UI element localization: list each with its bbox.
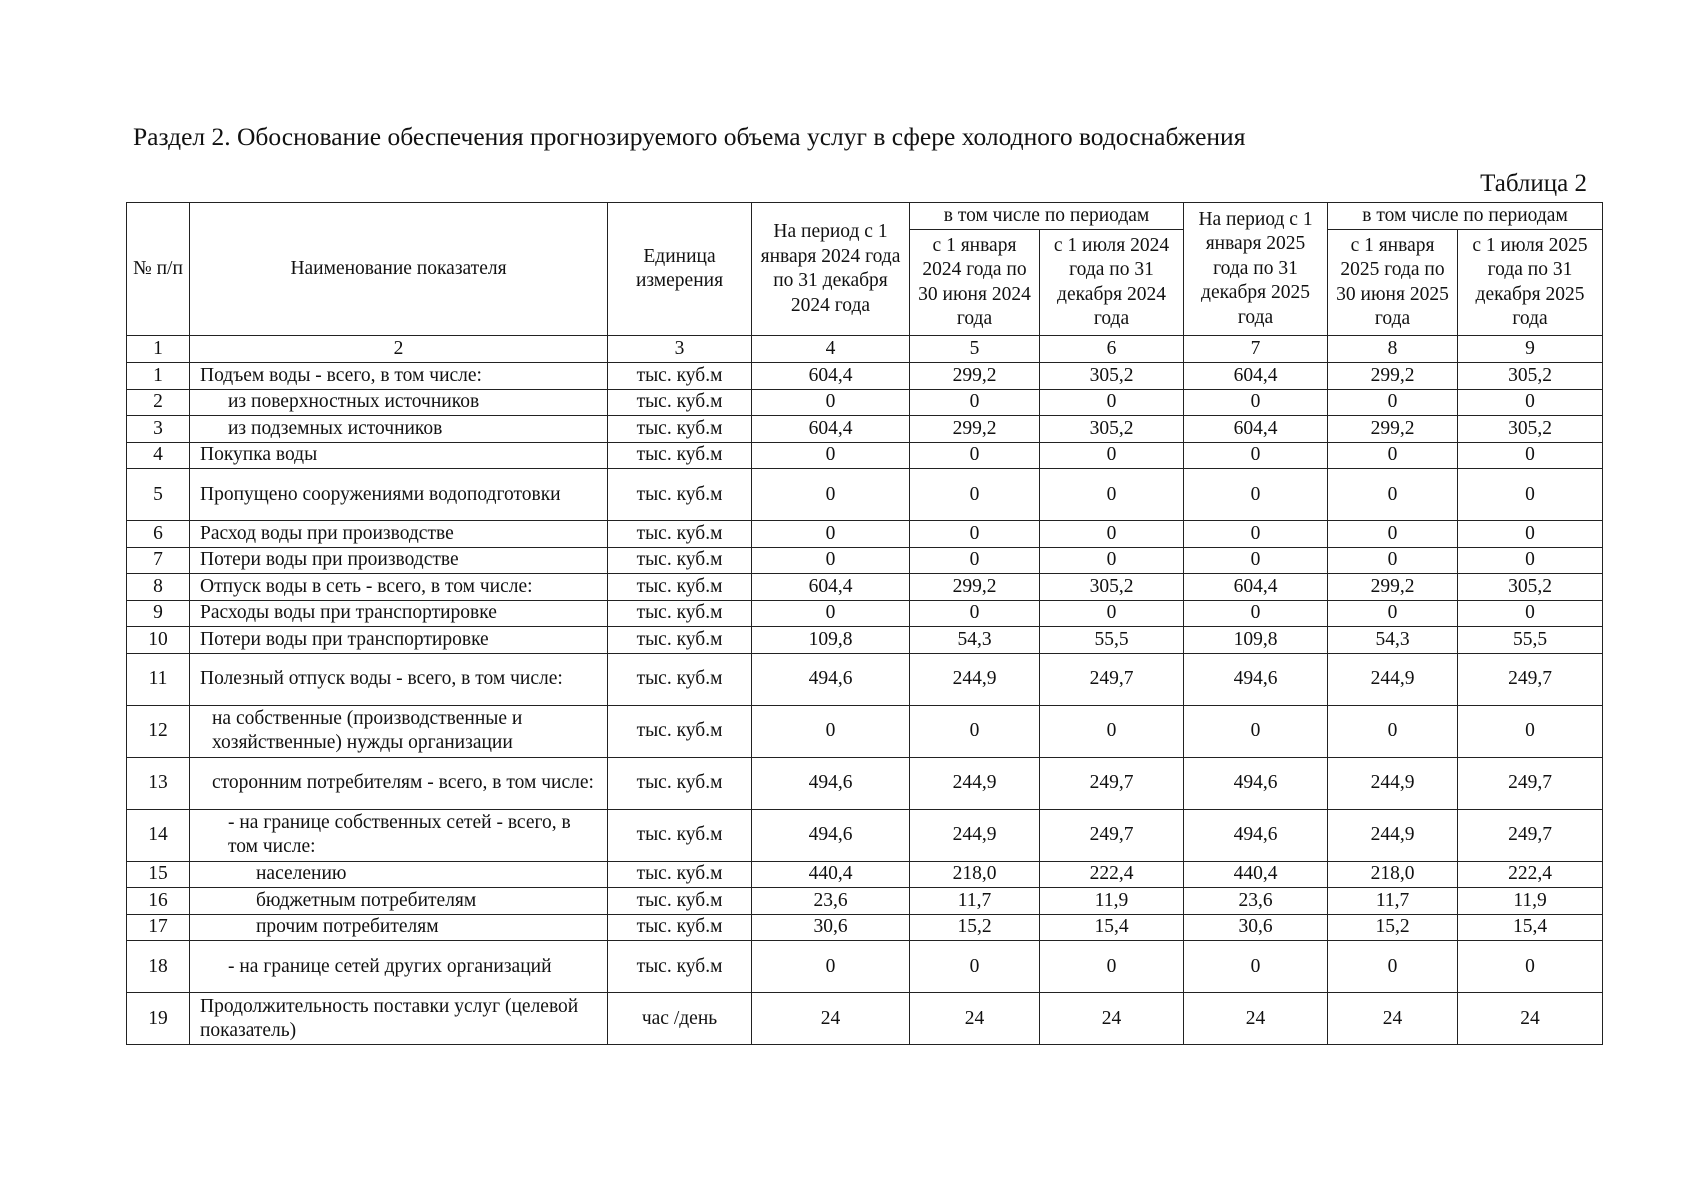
indicator-name: Покупка воды [190, 442, 608, 469]
value-cell: 0 [1328, 600, 1458, 627]
value-cell: 0 [1040, 389, 1184, 416]
value-cell: 0 [1328, 442, 1458, 469]
value-cell: 0 [1328, 521, 1458, 548]
value-cell: 55,5 [1040, 627, 1184, 654]
column-number: 1 [127, 336, 190, 363]
value-cell: 24 [1184, 993, 1328, 1045]
value-cell: 11,9 [1040, 888, 1184, 915]
row-number: 12 [127, 705, 190, 757]
table-row [127, 941, 1603, 993]
value-cell: 299,2 [910, 574, 1040, 601]
value-cell: 604,4 [1184, 416, 1328, 443]
value-cell: 244,9 [1328, 809, 1458, 861]
column-number: 6 [1040, 336, 1184, 363]
row-number: 17 [127, 914, 190, 941]
value-cell: 305,2 [1458, 416, 1603, 443]
unit-cell: тыс. куб.м [608, 389, 752, 416]
indicator-name: Потери воды при транспортировке [190, 627, 608, 654]
value-cell: 494,6 [1184, 809, 1328, 861]
unit-cell: тыс. куб.м [608, 469, 752, 521]
value-cell: 0 [1184, 389, 1328, 416]
indicator-name: Расход воды при производстве [190, 521, 608, 548]
header-incl-2025: в том числе по периодам [1328, 203, 1603, 230]
value-cell: 0 [1458, 547, 1603, 574]
value-cell: 249,7 [1458, 653, 1603, 705]
value-cell: 494,6 [1184, 757, 1328, 809]
indicator-name: - на границе сетей других организаций [190, 941, 608, 993]
table-row [127, 416, 1603, 443]
value-cell: 249,7 [1458, 757, 1603, 809]
value-cell: 24 [1458, 993, 1603, 1045]
value-cell: 24 [1328, 993, 1458, 1045]
unit-cell: тыс. куб.м [608, 521, 752, 548]
unit-cell: тыс. куб.м [608, 653, 752, 705]
value-cell: 0 [1328, 469, 1458, 521]
column-number: 5 [910, 336, 1040, 363]
column-number: 4 [752, 336, 910, 363]
value-cell: 0 [1328, 705, 1458, 757]
unit-cell: тыс. куб.м [608, 705, 752, 757]
value-cell: 11,9 [1458, 888, 1603, 915]
value-cell: 0 [910, 442, 1040, 469]
header-num: № п/п [127, 203, 190, 336]
value-cell: 24 [752, 993, 910, 1045]
header-incl-2024: в том числе по периодам [910, 203, 1184, 230]
unit-cell: тыс. куб.м [608, 416, 752, 443]
value-cell: 305,2 [1040, 363, 1184, 390]
value-cell: 0 [1458, 705, 1603, 757]
value-cell: 0 [1184, 521, 1328, 548]
table-row [127, 653, 1603, 705]
unit-cell: тыс. куб.м [608, 809, 752, 861]
row-number: 2 [127, 389, 190, 416]
unit-cell: тыс. куб.м [608, 442, 752, 469]
value-cell: 0 [910, 469, 1040, 521]
value-cell: 222,4 [1040, 861, 1184, 888]
value-cell: 0 [1328, 547, 1458, 574]
value-cell: 54,3 [1328, 627, 1458, 654]
indicator-name: Пропущено сооружениями водоподготовки [190, 469, 608, 521]
indicator-name: сторонним потребителям - всего, в том числе: [190, 757, 608, 809]
value-cell: 0 [1040, 547, 1184, 574]
value-cell: 494,6 [752, 653, 910, 705]
value-cell: 249,7 [1040, 653, 1184, 705]
value-cell: 0 [1184, 600, 1328, 627]
header-h2-2025: с 1 июля 2025 года по 31 декабря 2025 года [1458, 230, 1603, 336]
indicator-name: Подъем воды - всего, в том числе: [190, 363, 608, 390]
unit-cell: тыс. куб.м [608, 757, 752, 809]
value-cell: 0 [1040, 600, 1184, 627]
column-number: 7 [1184, 336, 1328, 363]
table-row [127, 469, 1603, 521]
table-row [127, 363, 1603, 390]
table-row [127, 389, 1603, 416]
row-number: 16 [127, 888, 190, 915]
value-cell: 249,7 [1040, 757, 1184, 809]
value-cell: 0 [1328, 941, 1458, 993]
value-cell: 0 [1184, 442, 1328, 469]
value-cell: 0 [1458, 442, 1603, 469]
table-label: Таблица 2 [1480, 170, 1587, 197]
value-cell: 244,9 [910, 653, 1040, 705]
table-row [127, 521, 1603, 548]
value-cell: 222,4 [1458, 861, 1603, 888]
header-period-2024: На период с 1 января 2024 года по 31 декабря 2024 года [752, 203, 910, 336]
value-cell: 305,2 [1458, 574, 1603, 601]
table-row [127, 993, 1603, 1045]
indicator-name: Полезный отпуск воды - всего, в том числе: [190, 653, 608, 705]
column-number: 3 [608, 336, 752, 363]
indicator-name: Отпуск воды в сеть - всего, в том числе: [190, 574, 608, 601]
unit-cell: тыс. куб.м [608, 888, 752, 915]
row-number: 18 [127, 941, 190, 993]
value-cell: 0 [1184, 469, 1328, 521]
value-cell: 0 [752, 547, 910, 574]
value-cell: 15,4 [1458, 914, 1603, 941]
value-cell: 299,2 [1328, 363, 1458, 390]
value-cell: 11,7 [1328, 888, 1458, 915]
table-row [127, 914, 1603, 941]
header-h1-2025: с 1 января 2025 года по 30 июня 2025 года [1328, 230, 1458, 336]
value-cell: 305,2 [1458, 363, 1603, 390]
indicator-name: Расходы воды при транспортировке [190, 600, 608, 627]
value-cell: 249,7 [1040, 809, 1184, 861]
table-row [127, 574, 1603, 601]
table-row [127, 861, 1603, 888]
row-number: 11 [127, 653, 190, 705]
row-number: 6 [127, 521, 190, 548]
unit-cell: тыс. куб.м [608, 941, 752, 993]
indicator-name: - на границе собственных сетей - всего, в том числе: [190, 809, 608, 861]
value-cell: 0 [752, 389, 910, 416]
value-cell: 30,6 [1184, 914, 1328, 941]
value-cell: 305,2 [1040, 416, 1184, 443]
table-row [127, 757, 1603, 809]
row-number: 5 [127, 469, 190, 521]
table-row [127, 705, 1603, 757]
header-h2-2024: с 1 июля 2024 года по 31 декабря 2024 года [1040, 230, 1184, 336]
value-cell: 0 [1458, 600, 1603, 627]
indicator-name: Потери воды при производстве [190, 547, 608, 574]
value-cell: 0 [1458, 941, 1603, 993]
value-cell: 15,2 [1328, 914, 1458, 941]
table-row [127, 627, 1603, 654]
unit-cell: час /день [608, 993, 752, 1045]
value-cell: 15,4 [1040, 914, 1184, 941]
row-number: 14 [127, 809, 190, 861]
row-number: 7 [127, 547, 190, 574]
value-cell: 244,9 [1328, 653, 1458, 705]
value-cell: 494,6 [752, 757, 910, 809]
value-cell: 0 [910, 389, 1040, 416]
value-cell: 24 [1040, 993, 1184, 1045]
value-cell: 249,7 [1458, 809, 1603, 861]
row-number: 19 [127, 993, 190, 1045]
value-cell: 440,4 [752, 861, 910, 888]
value-cell: 109,8 [752, 627, 910, 654]
unit-cell: тыс. куб.м [608, 363, 752, 390]
unit-cell: тыс. куб.м [608, 547, 752, 574]
value-cell: 0 [1184, 941, 1328, 993]
value-cell: 494,6 [1184, 653, 1328, 705]
indicator-name: бюджетным потребителям [190, 888, 608, 915]
value-cell: 23,6 [1184, 888, 1328, 915]
value-cell: 0 [1040, 442, 1184, 469]
row-number: 9 [127, 600, 190, 627]
value-cell: 0 [752, 941, 910, 993]
value-cell: 11,7 [910, 888, 1040, 915]
row-number: 4 [127, 442, 190, 469]
value-cell: 0 [1040, 705, 1184, 757]
row-number: 8 [127, 574, 190, 601]
value-cell: 0 [752, 469, 910, 521]
value-cell: 0 [1458, 389, 1603, 416]
value-cell: 299,2 [1328, 416, 1458, 443]
value-cell: 218,0 [1328, 861, 1458, 888]
value-cell: 299,2 [910, 363, 1040, 390]
unit-cell: тыс. куб.м [608, 600, 752, 627]
value-cell: 0 [752, 521, 910, 548]
value-cell: 299,2 [1328, 574, 1458, 601]
table-row [127, 809, 1603, 861]
value-cell: 0 [1184, 705, 1328, 757]
value-cell: 23,6 [752, 888, 910, 915]
value-cell: 0 [1458, 469, 1603, 521]
value-cell: 0 [1458, 521, 1603, 548]
section-title: Раздел 2. Обоснование обеспечения прогнозируемого объема услуг в сфере холодного водоснабжения [133, 122, 1246, 151]
value-cell: 0 [752, 442, 910, 469]
table-row [127, 888, 1603, 915]
table-header [127, 203, 1603, 363]
value-cell: 299,2 [910, 416, 1040, 443]
unit-cell: тыс. куб.м [608, 627, 752, 654]
value-cell: 54,3 [910, 627, 1040, 654]
unit-cell: тыс. куб.м [608, 861, 752, 888]
value-cell: 0 [910, 705, 1040, 757]
table-row [127, 547, 1603, 574]
indicators-table [126, 202, 1603, 1045]
table-row [127, 600, 1603, 627]
value-cell: 218,0 [910, 861, 1040, 888]
header-name: Наименование показателя [190, 203, 608, 336]
row-number: 13 [127, 757, 190, 809]
row-number: 10 [127, 627, 190, 654]
table-body [127, 363, 1603, 1045]
value-cell: 244,9 [910, 809, 1040, 861]
unit-cell: тыс. куб.м [608, 914, 752, 941]
value-cell: 494,6 [752, 809, 910, 861]
value-cell: 244,9 [1328, 757, 1458, 809]
header-unit: Единица измерения [608, 203, 752, 336]
value-cell: 0 [910, 521, 1040, 548]
value-cell: 0 [752, 705, 910, 757]
table-row [127, 442, 1603, 469]
value-cell: 24 [910, 993, 1040, 1045]
unit-cell: тыс. куб.м [608, 574, 752, 601]
value-cell: 0 [1328, 389, 1458, 416]
value-cell: 0 [1040, 941, 1184, 993]
value-cell: 109,8 [1184, 627, 1328, 654]
value-cell: 0 [910, 547, 1040, 574]
value-cell: 55,5 [1458, 627, 1603, 654]
indicator-name: из подземных источников [190, 416, 608, 443]
value-cell: 0 [752, 600, 910, 627]
indicator-name: из поверхностных источников [190, 389, 608, 416]
value-cell: 30,6 [752, 914, 910, 941]
row-number: 3 [127, 416, 190, 443]
value-cell: 604,4 [752, 574, 910, 601]
indicator-name: прочим потребителям [190, 914, 608, 941]
value-cell: 0 [910, 600, 1040, 627]
column-number: 9 [1458, 336, 1603, 363]
value-cell: 0 [910, 941, 1040, 993]
value-cell: 0 [1040, 469, 1184, 521]
column-number-row [127, 336, 1603, 363]
row-number: 15 [127, 861, 190, 888]
value-cell: 15,2 [910, 914, 1040, 941]
value-cell: 244,9 [910, 757, 1040, 809]
value-cell: 0 [1184, 547, 1328, 574]
indicator-name: Продолжительность поставки услуг (целевой показатель) [190, 993, 608, 1045]
column-number: 8 [1328, 336, 1458, 363]
indicator-name: на собственные (производственные и хозяйственные) нужды организации [190, 705, 608, 757]
value-cell: 604,4 [1184, 363, 1328, 390]
column-number: 2 [190, 336, 608, 363]
value-cell: 305,2 [1040, 574, 1184, 601]
value-cell: 604,4 [752, 363, 910, 390]
value-cell: 440,4 [1184, 861, 1328, 888]
header-period-2025: На период с 1 января 2025 года по 31 декабря 2025 года [1184, 203, 1328, 336]
value-cell: 604,4 [1184, 574, 1328, 601]
header-h1-2024: с 1 января 2024 года по 30 июня 2024 года [910, 230, 1040, 336]
row-number: 1 [127, 363, 190, 390]
value-cell: 0 [1040, 521, 1184, 548]
indicator-name: населению [190, 861, 608, 888]
value-cell: 604,4 [752, 416, 910, 443]
